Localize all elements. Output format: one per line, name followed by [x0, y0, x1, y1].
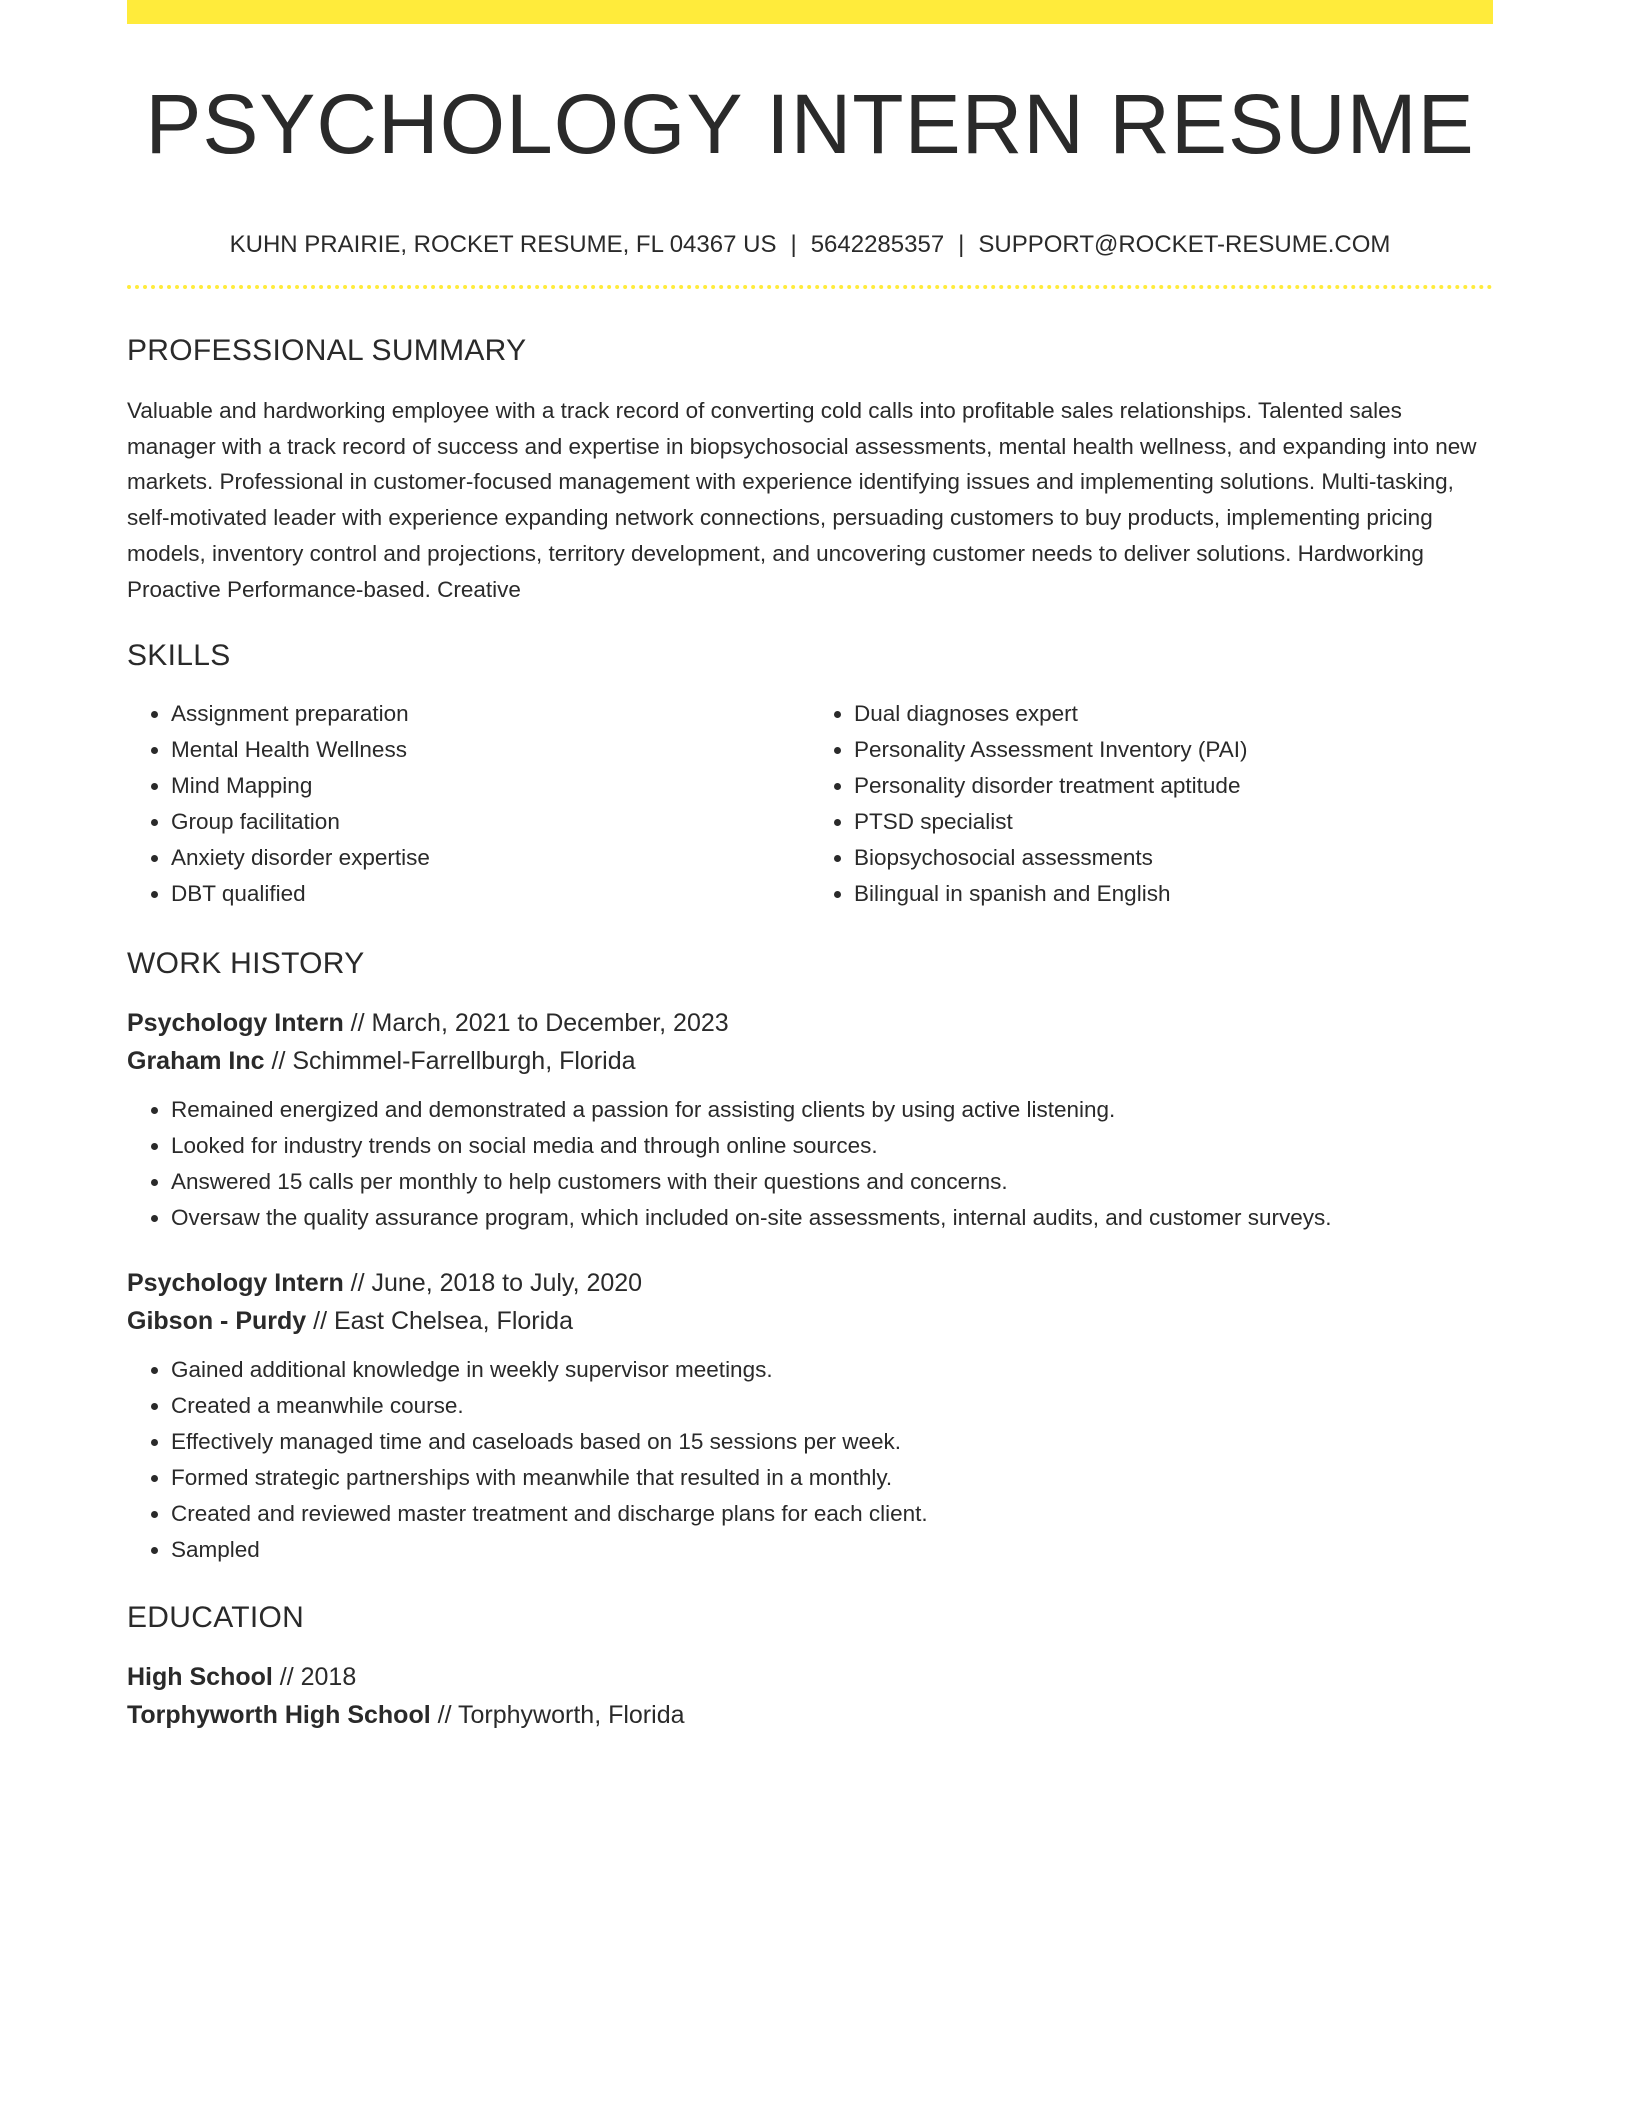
education-degree-line: [127, 1658, 1493, 1696]
skill-item: • Personality Assessment Inventory (PAI): [854, 732, 1493, 768]
job-dates: // June, 2018 to July, 2020: [343, 1268, 643, 1297]
education-heading: EDUCATION: [127, 1600, 305, 1634]
resume-page: [127, 0, 1493, 1734]
job-company: Gibson - Purdy: [127, 1306, 307, 1335]
education-year: // 2018: [272, 1662, 357, 1691]
education-location: // Torphyworth, Florida: [430, 1700, 685, 1729]
skills-column-right: [810, 696, 1493, 912]
skill-item: • PTSD specialist: [854, 804, 1493, 840]
job-title-line: [127, 1004, 1493, 1042]
education-school: Torphyworth High School: [127, 1700, 431, 1729]
skill-item: • Bilingual in spanish and English: [854, 876, 1493, 912]
job-bullet: • Remained energized and demonstrated a passion for assisting clients by using active listening.: [171, 1092, 1493, 1128]
work-history-heading: WORK HISTORY: [127, 946, 365, 980]
job-bullet: • Created a meanwhile course.: [171, 1388, 1493, 1424]
education-school-line: [127, 1696, 1493, 1734]
job-bullet: • Created and reviewed master treatment and discharge plans for each client.: [171, 1496, 1493, 1532]
job-bullet: • Effectively managed time and caseloads based on 15 sessions per week.: [171, 1424, 1493, 1460]
job-title-line: [127, 1264, 1493, 1302]
job-title: Psychology Intern: [127, 1268, 344, 1297]
resume-title: PSYCHOLOGY INTERN RESUME: [145, 77, 1475, 171]
summary-heading: PROFESSIONAL SUMMARY: [127, 333, 527, 367]
job-bullets: [127, 1352, 1493, 1568]
dotted-divider: [127, 285, 1493, 289]
job-company: Graham Inc: [127, 1046, 265, 1075]
contact-email: SUPPORT@ROCKET-RESUME.COM: [978, 231, 1391, 258]
skill-item: • Mental Health Wellness: [171, 732, 810, 768]
job-bullet: • Looked for industry trends on social media and through online sources.: [171, 1128, 1493, 1164]
skill-item: • Assignment preparation: [171, 696, 810, 732]
skill-item: • Biopsychosocial assessments: [854, 840, 1493, 876]
contact-separator: |: [790, 231, 797, 258]
job-bullet: • Sampled: [171, 1532, 1493, 1568]
summary-text: Valuable and hardworking employee with a track record of converting cold calls into profitable sales relationships. Talented sales manager with a track record of success and expertise in biopsychosocial assessments, mental health wellness, and expanding into new markets. Professional in customer-focused management with experience identifying issues and implementing solutions. Multi-tasking, self-motivated leader with experience expanding network connections, persuading customers to buy products, implementing pricing models, inventory control and projections, territory development, and uncovering customer needs to deliver solutions. Hardworking Proactive Performance-based. Creative: [127, 397, 1477, 602]
job-bullets: [127, 1092, 1493, 1236]
contact-address: KUHN PRAIRIE, ROCKET RESUME, FL 04367 US: [229, 231, 777, 258]
education-entry: [127, 1658, 1493, 1734]
skill-item: • Group facilitation: [171, 804, 810, 840]
contact-line: [127, 231, 1493, 260]
skill-item: • Anxiety disorder expertise: [171, 840, 810, 876]
job-company-line: [127, 1302, 1493, 1340]
job-company-line: [127, 1042, 1493, 1080]
job-entry: [127, 1004, 1493, 1236]
skills-heading: SKILLS: [127, 638, 231, 672]
top-accent-bar: [127, 0, 1493, 24]
job-bullet: • Oversaw the quality assurance program, which included on-site assessments, internal audits, and customer surveys.: [171, 1200, 1493, 1236]
contact-separator: |: [958, 231, 965, 258]
skill-item: • DBT qualified: [171, 876, 810, 912]
skills-column-left: [127, 696, 810, 912]
contact-phone: 5642285357: [810, 231, 945, 258]
job-bullet: • Answered 15 calls per monthly to help customers with their questions and concerns.: [171, 1164, 1493, 1200]
job-dates: // March, 2021 to December, 2023: [343, 1008, 729, 1037]
job-bullet: • Formed strategic partnerships with meanwhile that resulted in a monthly.: [171, 1460, 1493, 1496]
skill-item: • Personality disorder treatment aptitude: [854, 768, 1493, 804]
job-title: Psychology Intern: [127, 1008, 344, 1037]
skill-item: • Mind Mapping: [171, 768, 810, 804]
job-entry: [127, 1264, 1493, 1568]
skills-list: [127, 696, 1493, 912]
education-degree: High School: [127, 1662, 273, 1691]
job-bullet: • Gained additional knowledge in weekly supervisor meetings.: [171, 1352, 1493, 1388]
skill-item: • Dual diagnoses expert: [854, 696, 1493, 732]
job-location: // East Chelsea, Florida: [306, 1306, 573, 1335]
job-location: // Schimmel-Farrellburgh, Florida: [264, 1046, 636, 1075]
